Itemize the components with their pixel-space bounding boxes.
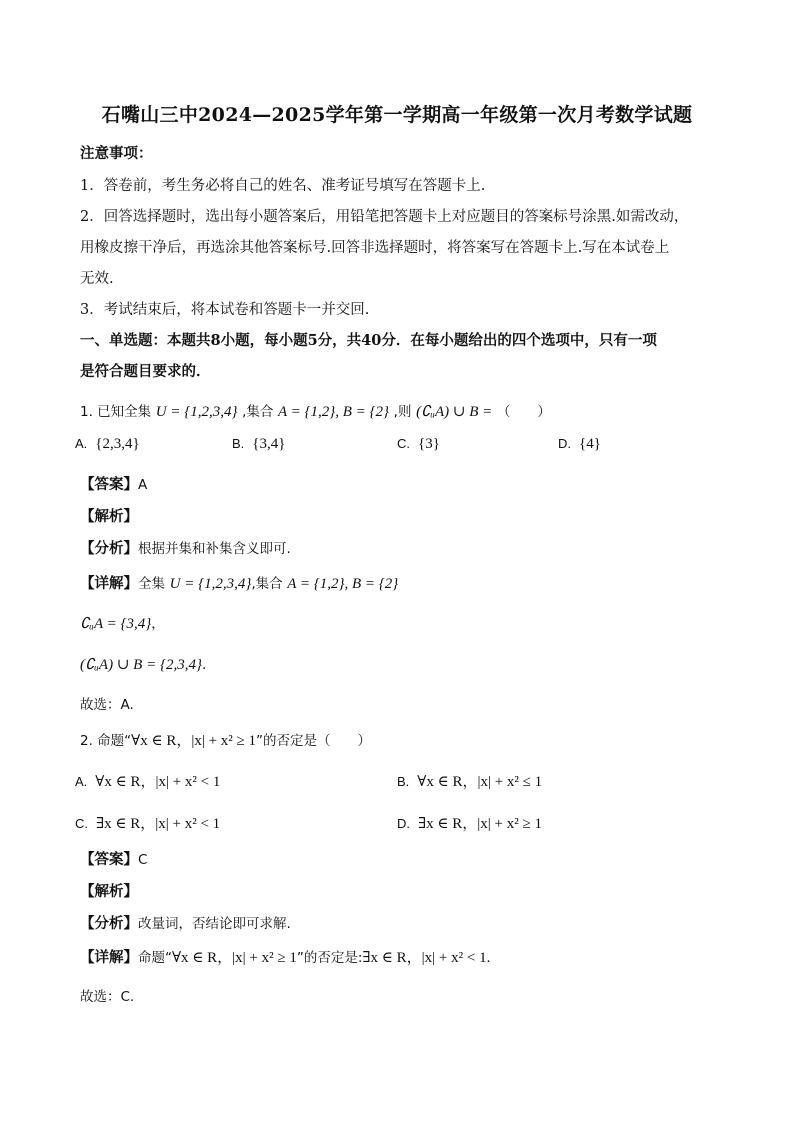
question-1-option-d: D. {4} xyxy=(558,436,601,452)
question-1-number: 1. 已知全集 xyxy=(80,404,152,420)
question-1-fenxi: 【分析】根据并集和补集含义即可. xyxy=(80,540,291,557)
notice-item-2-line-3: 无效. xyxy=(80,271,114,287)
notice-item-1: 1．答卷前，考生务必将自己的姓名、准考证号填写在答题卡上. xyxy=(80,178,486,194)
question-2-answer: 【答案】C xyxy=(80,851,148,868)
question-1-then: ,则 xyxy=(393,404,412,420)
question-2-option-a: A. ∀x ∈ R，|x| + x² < 1 xyxy=(75,774,221,790)
question-2-option-c: C. ∃x ∈ R，|x| + x² < 1 xyxy=(75,816,221,832)
question-2-option-d: D. ∃x ∈ R，|x| + x² ≥ 1 xyxy=(397,816,542,832)
question-1-answer: 【答案】A xyxy=(80,476,148,493)
page-title: 石嘴山三中2024—2025学年第一学期高一年级第一次月考数学试题 xyxy=(101,104,693,126)
question-1-stem xyxy=(80,400,551,421)
notice-heading: 注意事项： xyxy=(80,145,153,162)
question-1-step-2: (∁ᵤA) ∪ B = {2,3,4}. xyxy=(80,657,207,673)
question-1-detail: 【详解】全集 U = {1,2,3,4},集合 A = {1,2}, B = {2} xyxy=(80,575,399,592)
question-1-conclusion: 故选：A. xyxy=(80,697,134,713)
section-1-heading-line-1: 一、单选题：本题共8小题，每小题5分，共40分．在每小题给出的四个选项中，只有一项 xyxy=(80,332,657,349)
question-2-statement: ∀x ∈ R，|x| + x² ≥ 1 xyxy=(131,733,257,749)
question-2-analysis-tag: 【解析】 xyxy=(80,883,138,900)
question-1-option-a: A. {2,3,4} xyxy=(75,436,140,452)
question-2-fenxi: 【分析】改量词，否结论即可求解. xyxy=(80,915,291,932)
question-2-option-b: B. ∀x ∈ R，|x| + x² ≤ 1 xyxy=(397,774,543,790)
question-1-sets: A = {1,2}, B = {2} xyxy=(278,404,390,420)
question-2-conclusion: 故选：C. xyxy=(80,989,135,1005)
question-2-stem: 2. 命题“∀x ∈ R，|x| + x² ≥ 1”的否定是（ ） xyxy=(80,733,372,749)
question-1-option-b: B. {3,4} xyxy=(232,436,286,452)
question-2-detail: 【详解】命题“∀x ∈ R，|x| + x² ≥ 1”的否定是:∃x ∈ R，|x| + x² < 1. xyxy=(80,949,491,966)
question-1-analysis-tag: 【解析】 xyxy=(80,508,138,525)
question-1-step-1: ∁ᵤA = {3,4}， xyxy=(80,616,165,632)
notice-item-2-line-1: 2．回答选择题时，选出每小题答案后，用铅笔把答题卡上对应题目的答案标号涂黑.如需改动， xyxy=(80,209,689,225)
question-1-option-c: C. {3} xyxy=(397,436,440,452)
notice-item-2-line-2: 用橡皮擦干净后，再选涂其他答案标号.回答非选择题时，将答案写在答题卡上.写在本试卷上 xyxy=(80,240,670,256)
question-1-expression: (∁ᵤA) ∪ B = xyxy=(416,404,493,420)
question-1-universal-set: U = {1,2,3,4} xyxy=(155,404,238,420)
notice-item-3: 3．考试结束后，将本试卷和答题卡一并交回. xyxy=(80,302,370,318)
question-1-mid: ,集合 xyxy=(242,404,274,420)
question-1-answer-paren: （ ） xyxy=(496,404,551,420)
section-1-heading-line-2: 是符合题目要求的． xyxy=(80,363,211,380)
